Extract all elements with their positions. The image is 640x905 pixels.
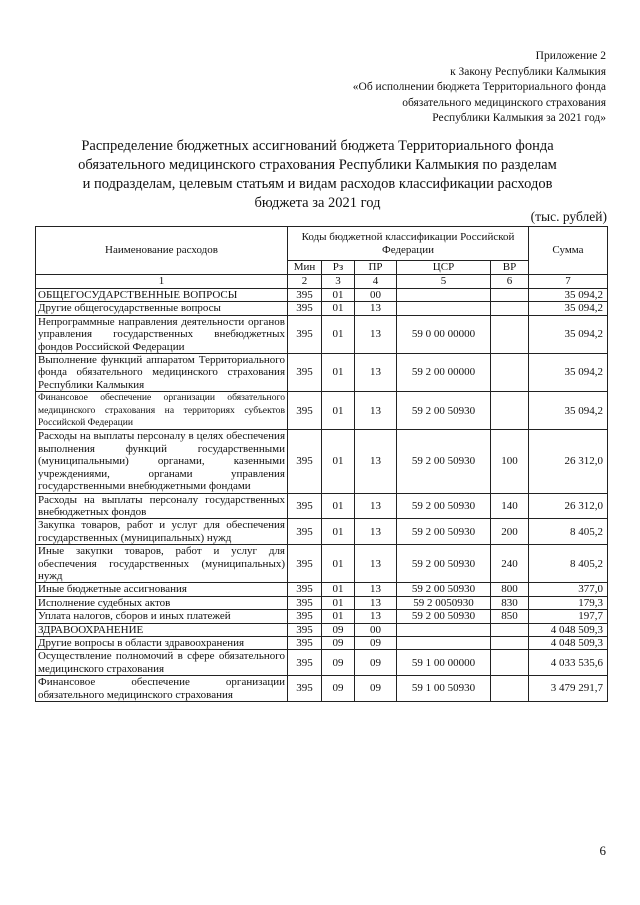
table-row xyxy=(36,610,608,623)
row-csr: 59 2 00 50930 xyxy=(397,392,491,430)
row-pr: 00 xyxy=(355,623,397,636)
row-rz: 01 xyxy=(322,545,355,583)
row-name: Иные закупки товаров, работ и услуг для обеспечения государственных (муниципальных) нужд xyxy=(36,545,288,583)
row-min: 395 xyxy=(288,636,322,649)
row-csr: 59 0 00 00000 xyxy=(397,315,491,353)
table-row xyxy=(36,623,608,636)
table-row xyxy=(36,493,608,519)
row-rz: 01 xyxy=(322,596,355,609)
row-min: 395 xyxy=(288,302,322,315)
row-min: 395 xyxy=(288,493,322,519)
row-csr xyxy=(397,623,491,636)
header-rz: Рз xyxy=(322,261,355,275)
column-number: 7 xyxy=(529,275,608,289)
page-number: 6 xyxy=(599,843,606,858)
row-vr xyxy=(491,623,529,636)
column-number: 6 xyxy=(491,275,529,289)
table-row xyxy=(36,676,608,702)
row-vr xyxy=(491,636,529,649)
column-number: 2 xyxy=(288,275,322,289)
appendix-line: к Закону Республики Калмыкия xyxy=(450,65,606,78)
row-name: Иные бюджетные ассигнования xyxy=(36,583,288,596)
row-rz: 09 xyxy=(322,650,355,676)
column-number: 3 xyxy=(322,275,355,289)
row-rz: 01 xyxy=(322,583,355,596)
row-csr: 59 2 00 50930 xyxy=(397,583,491,596)
row-vr xyxy=(491,354,529,392)
header-csr: ЦСР xyxy=(397,261,491,275)
row-sum: 3 479 291,7 xyxy=(529,676,608,702)
row-csr: 59 1 00 50930 xyxy=(397,676,491,702)
table-row xyxy=(36,596,608,609)
table-row xyxy=(36,315,608,353)
row-sum: 4 048 509,3 xyxy=(529,623,608,636)
row-sum: 35 094,2 xyxy=(529,392,608,430)
appendix-line: «Об исполнении бюджета Территориального фонда xyxy=(352,81,606,93)
row-name: Закупка товаров, работ и услуг для обеспечения государственных (муниципальных) нужд xyxy=(36,519,288,545)
column-number: 1 xyxy=(36,275,288,289)
table-row xyxy=(36,289,608,302)
row-pr: 13 xyxy=(355,392,397,430)
appendix-line: Республики Калмыкия за 2021 год» xyxy=(432,112,606,124)
column-numbers-row xyxy=(36,275,608,289)
table-row xyxy=(36,354,608,392)
appendix-line: Приложение 2 xyxy=(535,50,606,62)
row-rz: 01 xyxy=(322,610,355,623)
appendix-line: обязательного медицинского страхования xyxy=(402,96,606,109)
row-min: 395 xyxy=(288,650,322,676)
row-rz: 01 xyxy=(322,289,355,302)
row-rz: 01 xyxy=(322,354,355,392)
row-vr: 100 xyxy=(491,430,529,493)
row-vr: 850 xyxy=(491,610,529,623)
row-vr: 140 xyxy=(491,493,529,519)
row-name: Осуществление полномочий в сфере обязательного медицинского страхования xyxy=(36,650,288,676)
row-min: 395 xyxy=(288,623,322,636)
row-vr xyxy=(491,289,529,302)
title-line: и подразделам, целевым статьям и видам расходов классификации расходов xyxy=(82,176,553,192)
column-number: 4 xyxy=(355,275,397,289)
row-vr xyxy=(491,392,529,430)
row-rz: 09 xyxy=(322,676,355,702)
row-vr: 830 xyxy=(491,596,529,609)
row-csr: 59 1 00 00000 xyxy=(397,650,491,676)
row-pr: 13 xyxy=(355,545,397,583)
row-sum: 4 033 535,6 xyxy=(529,650,608,676)
row-vr xyxy=(491,676,529,702)
row-pr: 09 xyxy=(355,636,397,649)
row-csr: 59 2 00 50930 xyxy=(397,545,491,583)
row-min: 395 xyxy=(288,354,322,392)
header-sum: Сумма xyxy=(529,227,608,275)
row-csr: 59 2 00 00000 xyxy=(397,354,491,392)
row-min: 395 xyxy=(288,430,322,493)
row-csr: 59 2 00 50930 xyxy=(397,519,491,545)
table-row xyxy=(36,519,608,545)
row-sum: 8 405,2 xyxy=(529,519,608,545)
header-name: Наименование расходов xyxy=(36,227,288,275)
row-pr: 13 xyxy=(355,610,397,623)
title-line: обязательного медицинского страхования Республики Калмыкия по разделам xyxy=(78,157,557,173)
row-name: Уплата налогов, сборов и иных платежей xyxy=(36,610,288,623)
row-name: ЗДРАВООХРАНЕНИЕ xyxy=(36,623,288,636)
row-sum: 26 312,0 xyxy=(529,430,608,493)
row-rz: 09 xyxy=(322,636,355,649)
row-csr xyxy=(397,289,491,302)
row-vr: 240 xyxy=(491,545,529,583)
row-pr: 13 xyxy=(355,315,397,353)
row-min: 395 xyxy=(288,392,322,430)
row-sum: 35 094,2 xyxy=(529,354,608,392)
row-vr: 800 xyxy=(491,583,529,596)
appendix-header xyxy=(276,49,606,127)
row-name: Финансовое обеспечение организации обязательного медицинского страхования на территориях субъектов Российской Федерации xyxy=(36,392,288,430)
row-min: 395 xyxy=(288,315,322,353)
row-min: 395 xyxy=(288,596,322,609)
row-min: 395 xyxy=(288,289,322,302)
budget-table xyxy=(35,226,608,702)
table-row xyxy=(36,430,608,493)
row-sum: 35 094,2 xyxy=(529,315,608,353)
row-pr: 13 xyxy=(355,596,397,609)
row-rz: 01 xyxy=(322,519,355,545)
row-pr: 13 xyxy=(355,583,397,596)
title-line: бюджета за 2021 год xyxy=(254,195,381,211)
row-pr: 13 xyxy=(355,430,397,493)
row-min: 395 xyxy=(288,676,322,702)
row-pr: 13 xyxy=(355,493,397,519)
table-row xyxy=(36,302,608,315)
table-row xyxy=(36,583,608,596)
row-csr: 59 2 00 50930 xyxy=(397,430,491,493)
table-row xyxy=(36,545,608,583)
row-rz: 01 xyxy=(322,430,355,493)
row-rz: 01 xyxy=(322,493,355,519)
row-pr: 13 xyxy=(355,354,397,392)
row-name: Исполнение судебных актов xyxy=(36,596,288,609)
row-sum: 8 405,2 xyxy=(529,545,608,583)
row-sum: 377,0 xyxy=(529,583,608,596)
row-rz: 09 xyxy=(322,623,355,636)
title-line: Распределение бюджетных ассигнований бюджета Территориального фонда xyxy=(81,138,554,154)
row-name: ОБЩЕГОСУДАРСТВЕННЫЕ ВОПРОСЫ xyxy=(36,289,288,302)
row-pr: 09 xyxy=(355,676,397,702)
row-min: 395 xyxy=(288,519,322,545)
row-sum: 4 048 509,3 xyxy=(529,636,608,649)
row-vr xyxy=(491,302,529,315)
row-name: Расходы на выплаты персоналу государственных внебюджетных фондов xyxy=(36,493,288,519)
row-name: Непрограммные направления деятельности органов управления государственных внебюджетных фондов Российской Федерации xyxy=(36,315,288,353)
header-vr: ВР xyxy=(491,261,529,275)
row-min: 395 xyxy=(288,545,322,583)
table-row xyxy=(36,392,608,430)
row-pr: 13 xyxy=(355,519,397,545)
table-row xyxy=(36,650,608,676)
row-vr: 200 xyxy=(491,519,529,545)
row-rz: 01 xyxy=(322,392,355,430)
header-min: Мин xyxy=(288,261,322,275)
row-csr: 59 2 00 50930 xyxy=(397,610,491,623)
header-codes-group: Коды бюджетной классификации Российской Федерации xyxy=(288,227,529,261)
row-sum: 35 094,2 xyxy=(529,289,608,302)
row-name: Выполнение функций аппаратом Территориального фонда обязательного медицинского страхования Республики Калмыкия xyxy=(36,354,288,392)
row-pr: 13 xyxy=(355,302,397,315)
units-label: (тыс. рублей) xyxy=(530,209,607,224)
row-rz: 01 xyxy=(322,302,355,315)
row-pr: 09 xyxy=(355,650,397,676)
row-pr: 00 xyxy=(355,289,397,302)
row-rz: 01 xyxy=(322,315,355,353)
row-sum: 197,7 xyxy=(529,610,608,623)
row-vr xyxy=(491,650,529,676)
header-pr: ПР xyxy=(355,261,397,275)
row-min: 395 xyxy=(288,610,322,623)
row-name: Расходы на выплаты персоналу в целях обеспечения выполнения функций государственными (муниципальными) органами, казенными учреждениями, органами управления государственными внебюджетными фондами xyxy=(36,430,288,493)
row-csr xyxy=(397,636,491,649)
row-vr xyxy=(491,315,529,353)
row-sum: 179,3 xyxy=(529,596,608,609)
row-csr: 59 2 0050930 xyxy=(397,596,491,609)
row-name: Финансовое обеспечение организации обязательного медицинского страхования xyxy=(36,676,288,702)
row-name: Другие общегосударственные вопросы xyxy=(36,302,288,315)
row-sum: 26 312,0 xyxy=(529,493,608,519)
row-min: 395 xyxy=(288,583,322,596)
document-title xyxy=(40,137,595,213)
table-row xyxy=(36,636,608,649)
row-name: Другие вопросы в области здравоохранения xyxy=(36,636,288,649)
column-number: 5 xyxy=(397,275,491,289)
row-csr: 59 2 00 50930 xyxy=(397,493,491,519)
row-sum: 35 094,2 xyxy=(529,302,608,315)
row-csr xyxy=(397,302,491,315)
